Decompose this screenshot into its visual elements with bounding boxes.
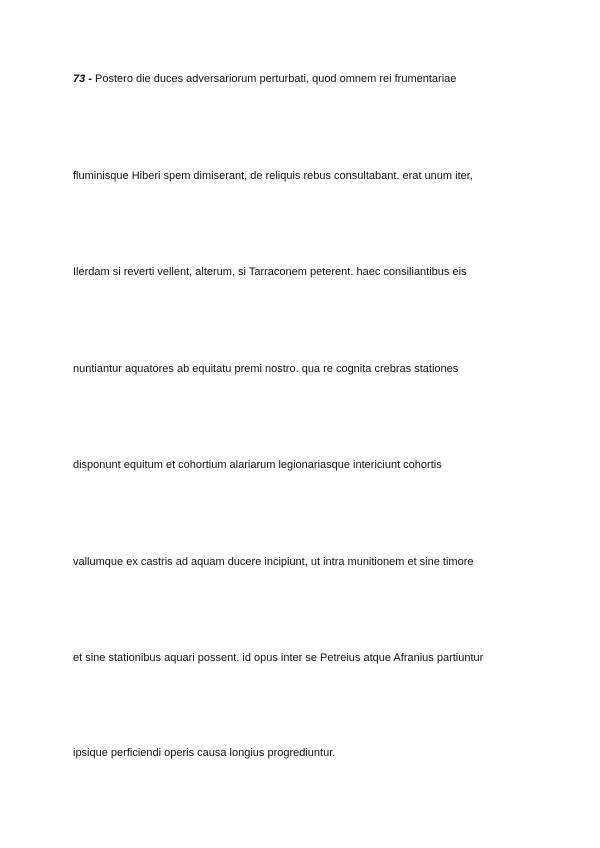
chapter-number: 73 - bbox=[73, 73, 92, 85]
text-line-1-content: Postero die duces adversariorum perturbati, quod omnem rei frumentariae bbox=[95, 73, 457, 85]
text-line-1 bbox=[73, 72, 553, 86]
text-line-8: ipsique perficiendi operis causa longius progrediuntur. bbox=[73, 747, 336, 759]
text-line-6: vallumque ex castris ad aquam ducere incipiunt, ut intra munitionem et sine timore bbox=[73, 556, 474, 568]
text-line-3: Ilerdam si reverti vellent, alterum, si Tarraconem peterent. haec consiliantibus eis bbox=[73, 266, 467, 278]
text-line-4: nuntiantur aquatores ab equitatu premi nostro. qua re cognita crebras stationes bbox=[73, 363, 459, 375]
text-line-2: fluminisque Hiberi spem dimiserant, de reliquis rebus consultabant. erat unum iter, bbox=[73, 170, 473, 182]
text-line-7: et sine stationibus aquari possent. id opus inter se Petreius atque Afranius partiuntur bbox=[73, 652, 484, 664]
text-line-5: disponunt equitum et cohortium alariarum legionariasque intericiunt cohortis bbox=[73, 459, 442, 471]
